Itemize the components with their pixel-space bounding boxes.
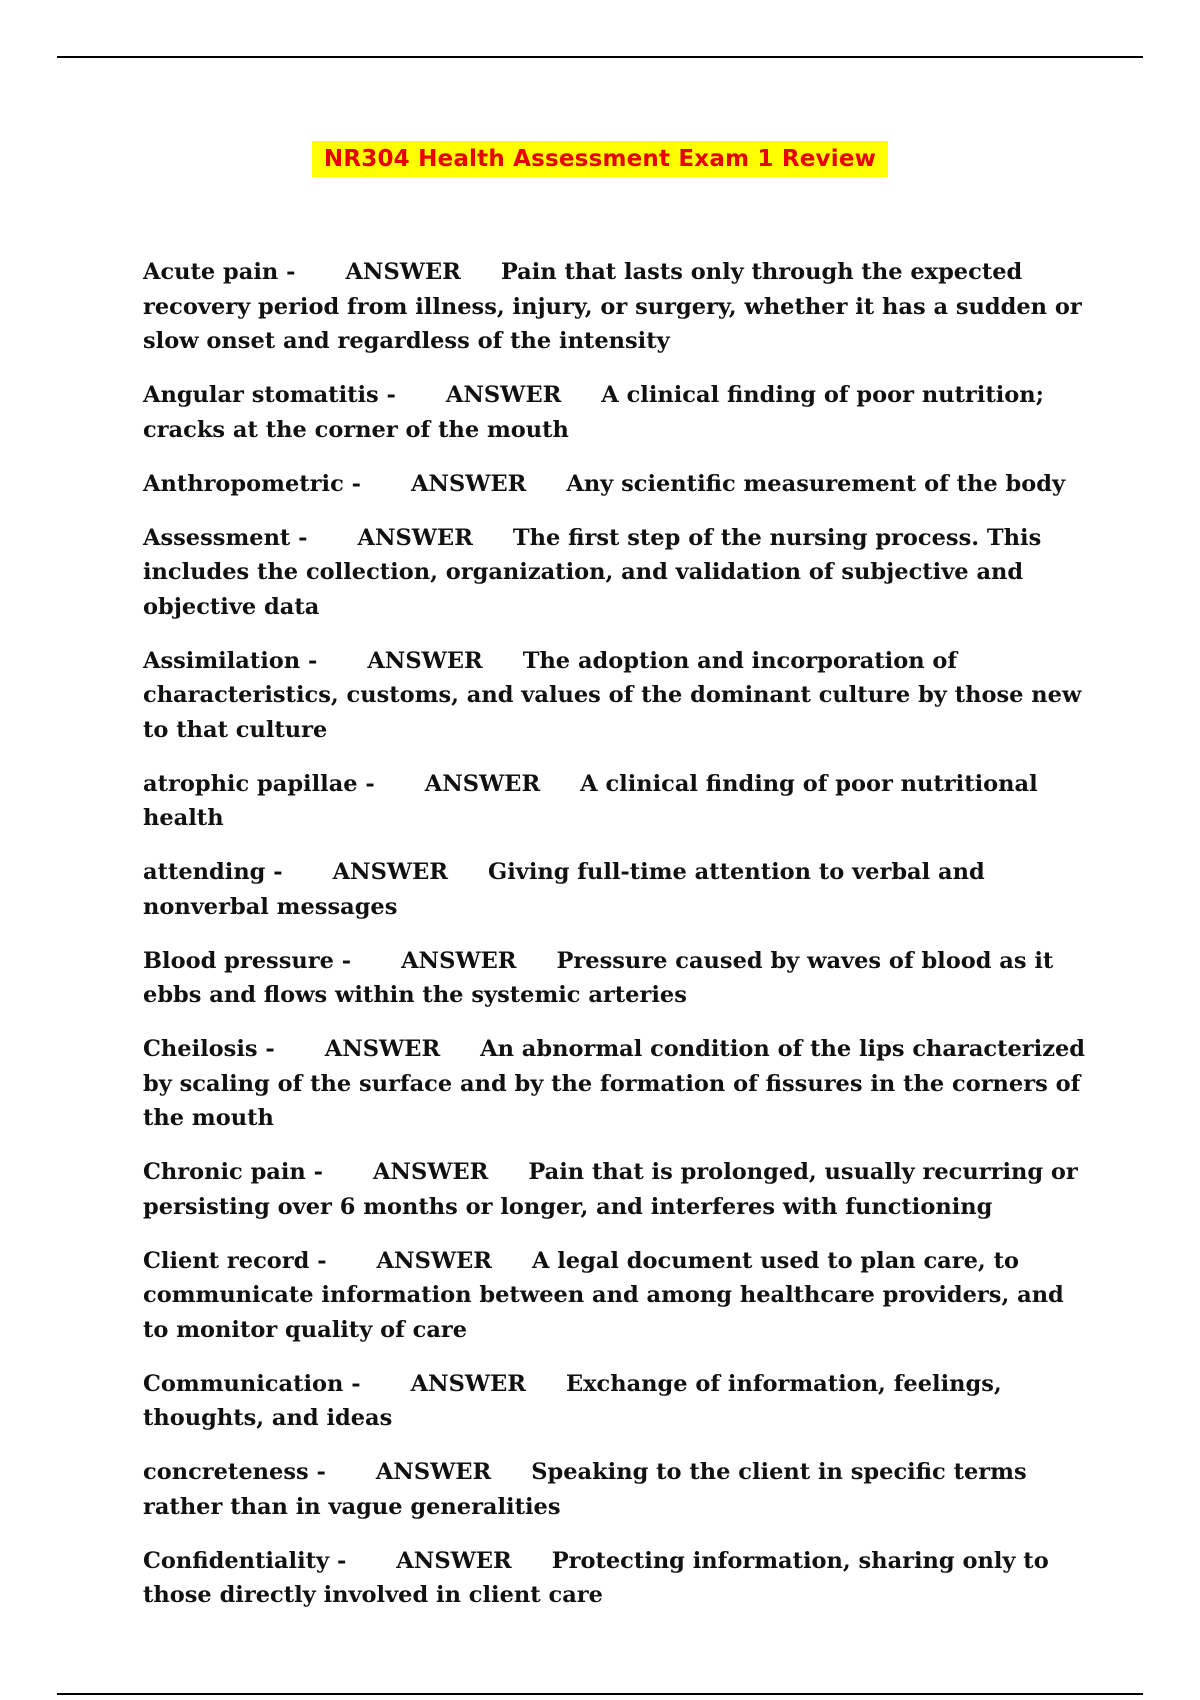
flashcard-entry <box>143 1544 1093 1613</box>
answer-label: ANSWER <box>367 647 483 674</box>
answer-label: ANSWER <box>357 524 473 551</box>
flashcard-entry <box>143 1155 1093 1224</box>
answer-label: ANSWER <box>410 1370 526 1397</box>
flashcard-list <box>143 255 1093 1632</box>
entry-term: Confidentiality - <box>143 1547 347 1574</box>
entry-definition: Any scientific measurement of the body <box>566 470 1066 497</box>
answer-label: ANSWER <box>372 1159 489 1185</box>
entry-term: concreteness - <box>143 1459 326 1485</box>
flashcard-entry <box>143 467 1093 502</box>
flashcard-entry <box>143 255 1093 359</box>
entry-definition: A legal document used to plan care, to communicate information between and among healthcare providers, and to monitor quality of care <box>143 1247 1064 1343</box>
entry-term: Chronic pain - <box>143 1159 323 1185</box>
answer-label: ANSWER <box>424 770 541 797</box>
flashcard-entry <box>143 944 1093 1013</box>
answer-label: ANSWER <box>324 1036 441 1062</box>
flashcard-entry <box>143 1032 1093 1136</box>
answer-label: ANSWER <box>332 859 448 885</box>
answer-label: ANSWER <box>445 382 562 408</box>
entry-definition: Speaking to the client in specific terms rather than in vague generalities <box>143 1459 1027 1520</box>
answer-label: ANSWER <box>410 470 527 497</box>
flashcard-entry <box>143 644 1093 748</box>
bottom-rule <box>57 1693 1143 1695</box>
flashcard-entry <box>143 767 1093 836</box>
flashcard-entry <box>143 1455 1093 1524</box>
entry-definition: Pain that is prolonged, usually recurring or persisting over 6 months or longer, and interferes with functioning <box>143 1159 1078 1220</box>
flashcard-entry <box>143 1244 1093 1348</box>
entry-term: attending - <box>143 859 283 885</box>
entry-definition: An abnormal condition of the lips characterized by scaling of the surface and by the formation of fissures in the corners of the mouth <box>143 1036 1086 1131</box>
entry-term: Anthropometric - <box>143 470 361 497</box>
answer-label: ANSWER <box>376 1247 492 1274</box>
flashcard-entry <box>143 378 1093 447</box>
entry-term: Blood pressure - <box>143 947 352 974</box>
flashcard-entry <box>143 855 1093 924</box>
entry-term: Client record - <box>143 1247 327 1274</box>
entry-definition: Protecting information, sharing only to those directly involved in client care <box>143 1547 1049 1608</box>
entry-term: Cheilosis - <box>143 1036 275 1062</box>
entry-definition: Pain that lasts only through the expected recovery period from illness, injury, or surgery, whether it has a sudden or slow onset and regardless of the intensity <box>143 259 1082 354</box>
entry-definition: A clinical finding of poor nutrition; cracks at the corner of the mouth <box>143 382 1044 443</box>
entry-term: Angular stomatitis - <box>143 382 396 408</box>
entry-definition: The adoption and incorporation of characteristics, customs, and values of the dominant culture by those new to that culture <box>143 647 1082 743</box>
entry-term: Assimilation - <box>143 647 318 674</box>
answer-label: ANSWER <box>345 259 461 285</box>
entry-term: Assessment - <box>143 524 308 551</box>
answer-label: ANSWER <box>396 1547 512 1574</box>
top-rule <box>57 56 1143 58</box>
flashcard-entry <box>143 1367 1093 1436</box>
answer-label: ANSWER <box>401 947 517 974</box>
answer-label: ANSWER <box>375 1459 492 1485</box>
entry-term: Communication - <box>143 1370 361 1397</box>
entry-term: Acute pain - <box>143 259 296 285</box>
entry-definition: Pressure caused by waves of blood as it ebbs and flows within the systemic arteries <box>143 947 1054 1008</box>
entry-definition: Exchange of information, feelings, thoughts, and ideas <box>143 1370 1002 1431</box>
entry-definition: The first step of the nursing process. This includes the collection, organization, and validation of subjective and objective data <box>143 524 1042 620</box>
entry-definition: Giving full-time attention to verbal and nonverbal messages <box>143 859 985 920</box>
document-title: NR304 Health Assessment Exam 1 Review <box>312 141 888 177</box>
entry-term: atrophic papillae - <box>143 770 375 797</box>
entry-definition: A clinical finding of poor nutritional health <box>143 770 1038 831</box>
title-area <box>0 141 1200 177</box>
flashcard-entry <box>143 521 1093 625</box>
